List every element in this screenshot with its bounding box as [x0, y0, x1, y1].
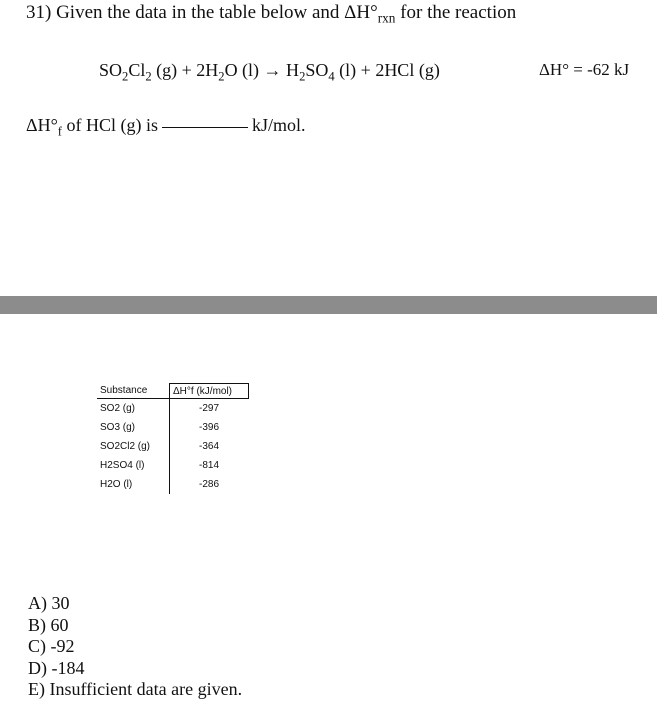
question-intro-a: Given the data in the table below and ΔH° — [56, 2, 378, 23]
table-row — [97, 437, 248, 456]
answer-choices — [28, 593, 242, 701]
rxn-sub: 4 — [328, 69, 335, 84]
table-row — [97, 456, 248, 475]
question-header — [26, 2, 516, 27]
cell-substance: SO2 (g) — [100, 403, 136, 414]
rxn-part: Cl — [128, 60, 146, 80]
question-intro-sub: rxn — [377, 10, 396, 26]
section-divider — [0, 296, 657, 314]
reaction-equation — [99, 60, 440, 84]
rxn-sub: 2 — [122, 69, 129, 84]
enthalpy-table — [97, 383, 249, 494]
table-row — [97, 475, 248, 494]
cell-value: -297 — [170, 399, 249, 419]
choice-d[interactable]: D) -184 — [28, 657, 85, 678]
table-header-row — [97, 384, 248, 399]
question-intro-b: for the reaction — [400, 2, 517, 23]
choice-a[interactable]: A) 30 — [28, 593, 70, 613]
choice-c[interactable]: C) -92 — [28, 636, 75, 656]
cell-substance: H2O (l) — [100, 479, 133, 490]
answer-blank — [162, 126, 248, 128]
table-row — [97, 399, 248, 419]
header-enthalpy: ΔH°f (kJ/mol) — [170, 384, 249, 399]
rxn-part: O (l) → H — [224, 60, 300, 80]
header-substance: Substance — [97, 384, 170, 399]
cell-substance: SO3 (g) — [100, 422, 136, 433]
rxn-sub: 2 — [299, 69, 306, 84]
cell-value: -814 — [170, 456, 249, 475]
rxn-part: (l) + 2HCl (g) — [334, 60, 440, 80]
rxn-part: SO — [99, 60, 123, 80]
rxn-part: (g) + 2H — [151, 60, 219, 80]
question-number: 31) — [26, 2, 52, 23]
cell-substance: H2SO4 (l) — [100, 460, 145, 471]
cell-substance: SO2Cl2 (g) — [100, 441, 151, 452]
rxn-sub: 2 — [145, 69, 152, 84]
prompt-sub: f — [57, 124, 62, 139]
rxn-part: SO — [305, 60, 329, 80]
cell-value: -396 — [170, 418, 249, 437]
rxn-sub: 2 — [218, 69, 225, 84]
choice-e[interactable]: E) Insufficient data are given. — [28, 679, 243, 699]
question-prompt — [26, 115, 306, 139]
cell-value: -364 — [170, 437, 249, 456]
table-row — [97, 418, 248, 437]
prompt-a: ΔH° — [26, 115, 58, 135]
prompt-b: of HCl (g) is — [66, 115, 158, 135]
choice-b[interactable]: B) 60 — [28, 614, 69, 635]
cell-value: -286 — [170, 475, 249, 494]
reaction-enthalpy: ΔH° = -62 kJ — [539, 60, 630, 79]
prompt-c: kJ/mol. — [251, 115, 306, 135]
